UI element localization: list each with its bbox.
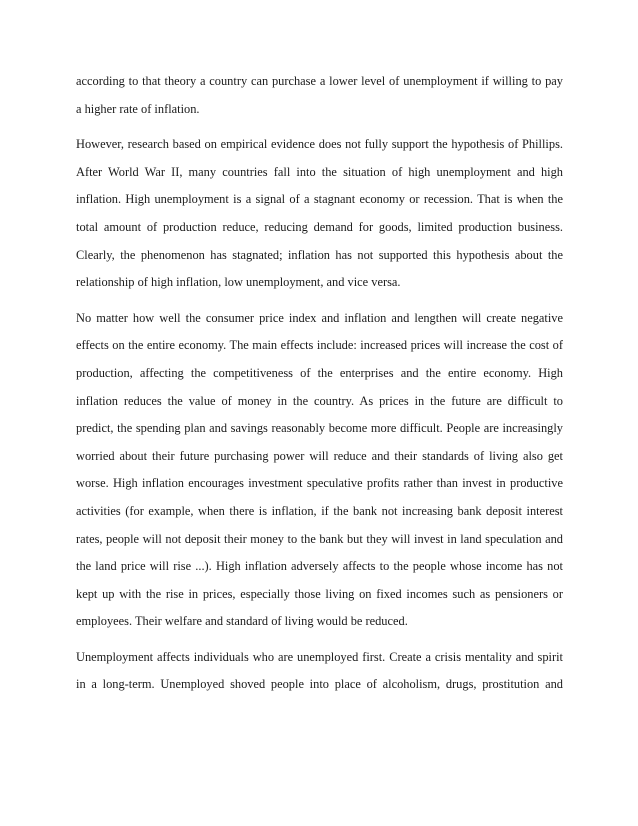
text-line: Clearly, the phenomenon has stagnated; inflation has not supported this hypothesis about the [76, 247, 563, 262]
text-line: relationship of high inflation, low unemployment, and vice versa. [76, 275, 401, 290]
paragraph-4 [76, 644, 563, 699]
text-line: worried about their future purchasing power will reduce and their standards of living also get [76, 448, 563, 463]
text-line: the land price will rise ...). High inflation adversely affects to the people whose income has not [76, 559, 563, 574]
text-line: Unemployment affects individuals who are unemployed first. Create a crisis mentality and spirit [76, 649, 563, 664]
text-line: production, affecting the competitiveness of the enterprises and the entire economy. High [76, 365, 563, 380]
text-line: according to that theory a country can purchase a lower level of unemployment if willing to pay [76, 74, 563, 88]
paragraph-1 [76, 68, 563, 123]
text-line: effects on the entire economy. The main effects include: increased prices will increase the cost of [76, 338, 563, 353]
text-line: However, research based on empirical evidence does not fully support the hypothesis of Phillips. [76, 137, 563, 152]
document-body [76, 68, 563, 707]
text-line: a higher rate of inflation. [76, 101, 200, 116]
paragraph-2 [76, 131, 563, 297]
text-line: After World War II, many countries fall into the situation of high unemployment and high [76, 164, 563, 179]
text-line: total amount of production reduce, reducing demand for goods, limited production business. [76, 219, 563, 234]
text-line: inflation. High unemployment is a signal of a stagnant economy or recession. That is when the [76, 192, 563, 207]
paragraph-3 [76, 305, 563, 636]
text-line: kept up with the rise in prices, especially those living on fixed incomes such as pensioners or [76, 586, 563, 601]
text-line: worse. High inflation encourages investment speculative profits rather than invest in productive [76, 476, 563, 491]
text-line: employees. Their welfare and standard of living would be reduced. [76, 614, 408, 629]
text-line: No matter how well the consumer price index and inflation and lengthen will create negative [76, 310, 563, 325]
text-line: activities (for example, when there is inflation, if the bank not increasing bank deposit interest [76, 503, 563, 518]
text-line: in a long-term. Unemployed shoved people into place of alcoholism, drugs, prostitution and [76, 677, 563, 692]
text-line: predict, the spending plan and savings reasonably become more difficult. People are increasingly [76, 421, 563, 436]
text-line: rates, people will not deposit their money to the bank but they will invest in land speculation and [76, 531, 563, 546]
text-line: inflation reduces the value of money in the country. As prices in the future are difficult to [76, 393, 563, 408]
